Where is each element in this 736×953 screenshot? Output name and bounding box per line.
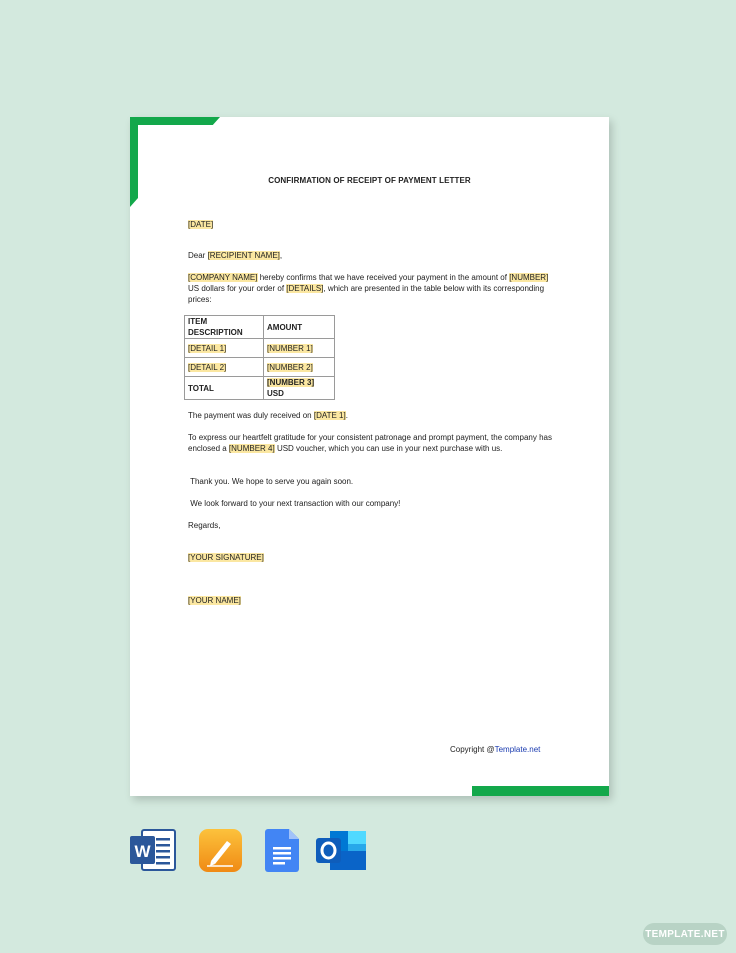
table-cell: [DETAIL 1] (188, 343, 227, 353)
letter-body (188, 219, 552, 606)
table-cell: [NUMBER 2] (267, 362, 313, 372)
google-docs-icon[interactable] (265, 829, 299, 877)
table-header: ITEM DESCRIPTION (185, 316, 264, 339)
apple-pages-icon[interactable] (199, 829, 242, 877)
table-row (185, 339, 335, 358)
copyright-notice: Copyright @Template.net (450, 745, 541, 754)
table-header: AMOUNT (264, 316, 335, 339)
total-label: TOTAL (185, 377, 264, 400)
thank-you-line: Thank you. We hope to serve you again soon. (188, 477, 354, 486)
table-header-row (185, 316, 335, 339)
bottom-accent-bar (472, 786, 609, 796)
payment-table (184, 315, 335, 400)
date-placeholder: [DATE] (188, 220, 214, 229)
template-net-watermark: TEMPLATE.NET (643, 923, 727, 945)
look-forward-line: We look forward to your next transaction with our company! (188, 499, 401, 508)
table-total-row: TOTAL [NUMBER 3] USD (185, 377, 335, 400)
regards-line: Regards, (188, 521, 221, 530)
paragraph-gratitude: To express our heartfelt gratitude for your consistent patronage and prompt payment, the company has enclosed a [NUMBER 4] USD voucher, which you can use in your next purchase with us. (188, 433, 552, 453)
recipient-placeholder: [RECIPIENT NAME] (207, 251, 280, 260)
svg-text:W: W (134, 842, 151, 861)
paragraph-received: The payment was duly received on [DATE 1]. (188, 411, 348, 420)
template-net-link[interactable]: Template.net (494, 745, 541, 754)
name-placeholder: [YOUR NAME] (188, 596, 241, 605)
microsoft-outlook-icon[interactable] (316, 829, 367, 877)
letter-title: CONFIRMATION OF RECEIPT OF PAYMENT LETTER (268, 176, 471, 185)
table-cell: [NUMBER 1] (267, 343, 313, 353)
corner-decoration (130, 117, 220, 207)
greeting: Dear [RECIPIENT NAME], (188, 251, 283, 260)
microsoft-word-icon[interactable] (130, 829, 176, 876)
table-row (185, 358, 335, 377)
signature-placeholder: [YOUR SIGNATURE] (188, 553, 264, 562)
letter-page (130, 117, 609, 796)
total-amount: [NUMBER 3] (267, 378, 315, 387)
paragraph-confirmation: [COMPANY NAME] hereby confirms that we have received your payment in the amount of [NUMBER] US dollars for your order of [DETAILS], which are presented in the table below with its corresponding prices: (188, 273, 549, 304)
table-cell: [DETAIL 2] (188, 362, 227, 372)
